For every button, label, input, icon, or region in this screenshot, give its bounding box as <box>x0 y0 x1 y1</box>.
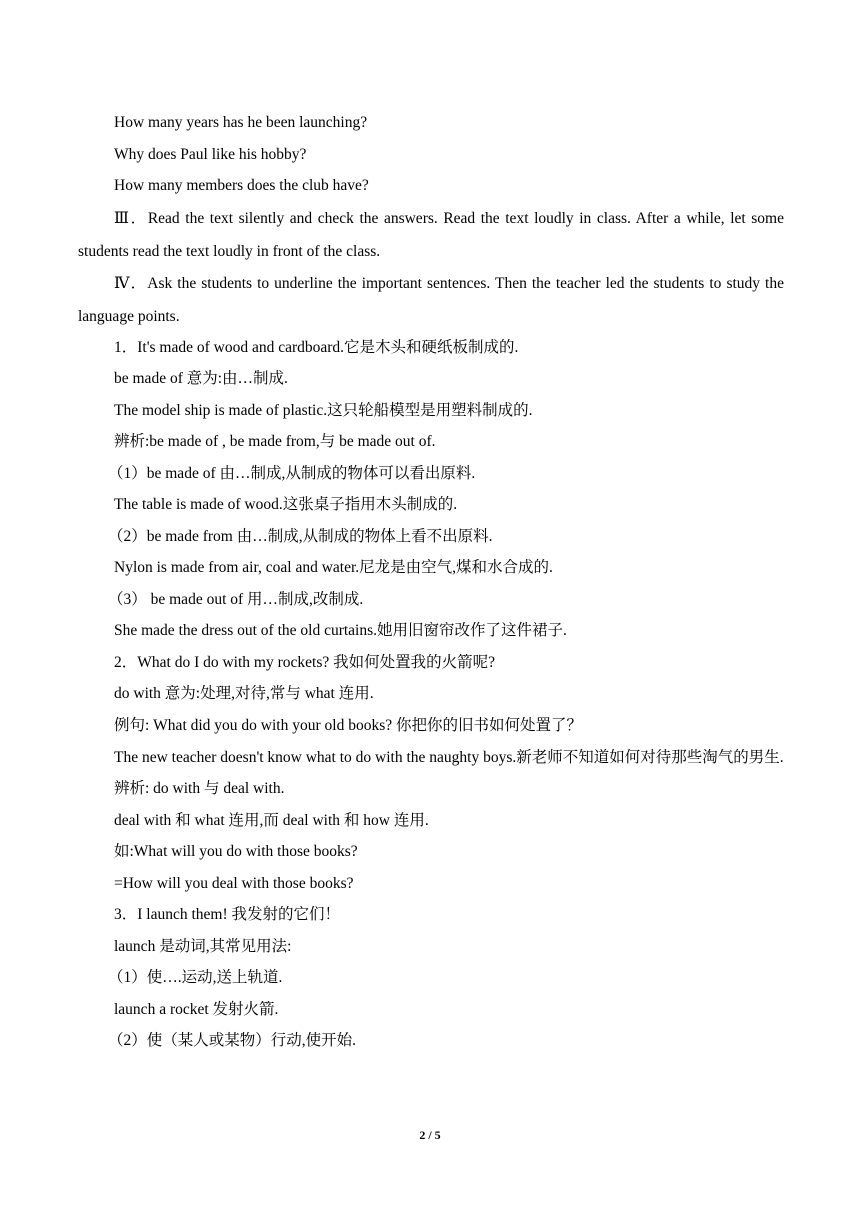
step-paragraph-iv: Ⅳ．Ask the students to underline the important sentences. Then the teacher led the students to study the language points. <box>78 274 784 325</box>
text-line: （2）be made from 由…制成,从制成的物体上看不出原料. <box>108 527 493 545</box>
text-line: 如:What will you do with those books? <box>114 843 358 860</box>
page-number: 2 / 5 <box>419 1128 441 1142</box>
question-line: How many members does the club have? <box>114 177 369 194</box>
text-paragraph: The new teacher doesn't know what to do with the naughty boys.新老师不知道如何对待那些淘气的男生. <box>114 749 784 766</box>
text-line: The model ship is made of plastic.这只轮船模型是用塑料制成的. <box>114 401 533 419</box>
language-point-heading: 2．What do I do with my rockets? 我如何处置我的火箭呢? <box>114 653 495 671</box>
text-line: （1）使….运动,送上轨道. <box>108 969 283 986</box>
text-line: 例句: What did you do with your old books? 你把你的旧书如何处置了？ <box>114 716 582 734</box>
language-point-heading: 1．It's made of wood and cardboard.它是木头和硬纸板制成的. <box>114 338 519 356</box>
text-line: （2）使（某人或某物）行动,使开始. <box>108 1032 357 1049</box>
text-line: （3） be made out of 用…制成,改制成. <box>108 590 364 608</box>
document-body <box>78 113 784 1063</box>
text-line: be made of 意为:由…制成. <box>114 370 288 387</box>
question-line: How many years has he been launching? <box>114 114 368 131</box>
text-line: （1）be made of 由…制成,从制成的物体可以看出原料. <box>108 464 476 482</box>
language-point-heading: 3．I launch them! 我发射的它们！ <box>114 906 341 923</box>
text-line: 辨析: do with 与 deal with. <box>114 780 285 797</box>
text-line: launch a rocket 发射火箭. <box>114 1000 279 1018</box>
text-line: The table is made of wood.这张桌子指用木头制成的. <box>114 496 458 513</box>
text-line: 辨析:be made of , be made from,与 be made out of. <box>114 433 436 450</box>
text-line: launch 是动词,其常见用法: <box>114 937 292 955</box>
text-line: She made the dress out of the old curtains.她用旧窗帘改作了这件裙子. <box>114 622 567 639</box>
text-line: Nylon is made from air, coal and water.尼龙是由空气,煤和水合成的. <box>114 559 553 576</box>
step-paragraph-iii: Ⅲ．Read the text silently and check the answers. Read the text loudly in class. After a while, let some students read the text loudly in front of the class. <box>78 209 784 260</box>
text-line: deal with 和 what 连用,而 deal with 和 how 连用. <box>114 811 429 829</box>
question-line: Why does Paul like his hobby? <box>114 145 307 163</box>
text-line: =How will you deal with those books? <box>114 874 354 892</box>
text-line: do with 意为:处理,对待,常与 what 连用. <box>114 685 374 702</box>
